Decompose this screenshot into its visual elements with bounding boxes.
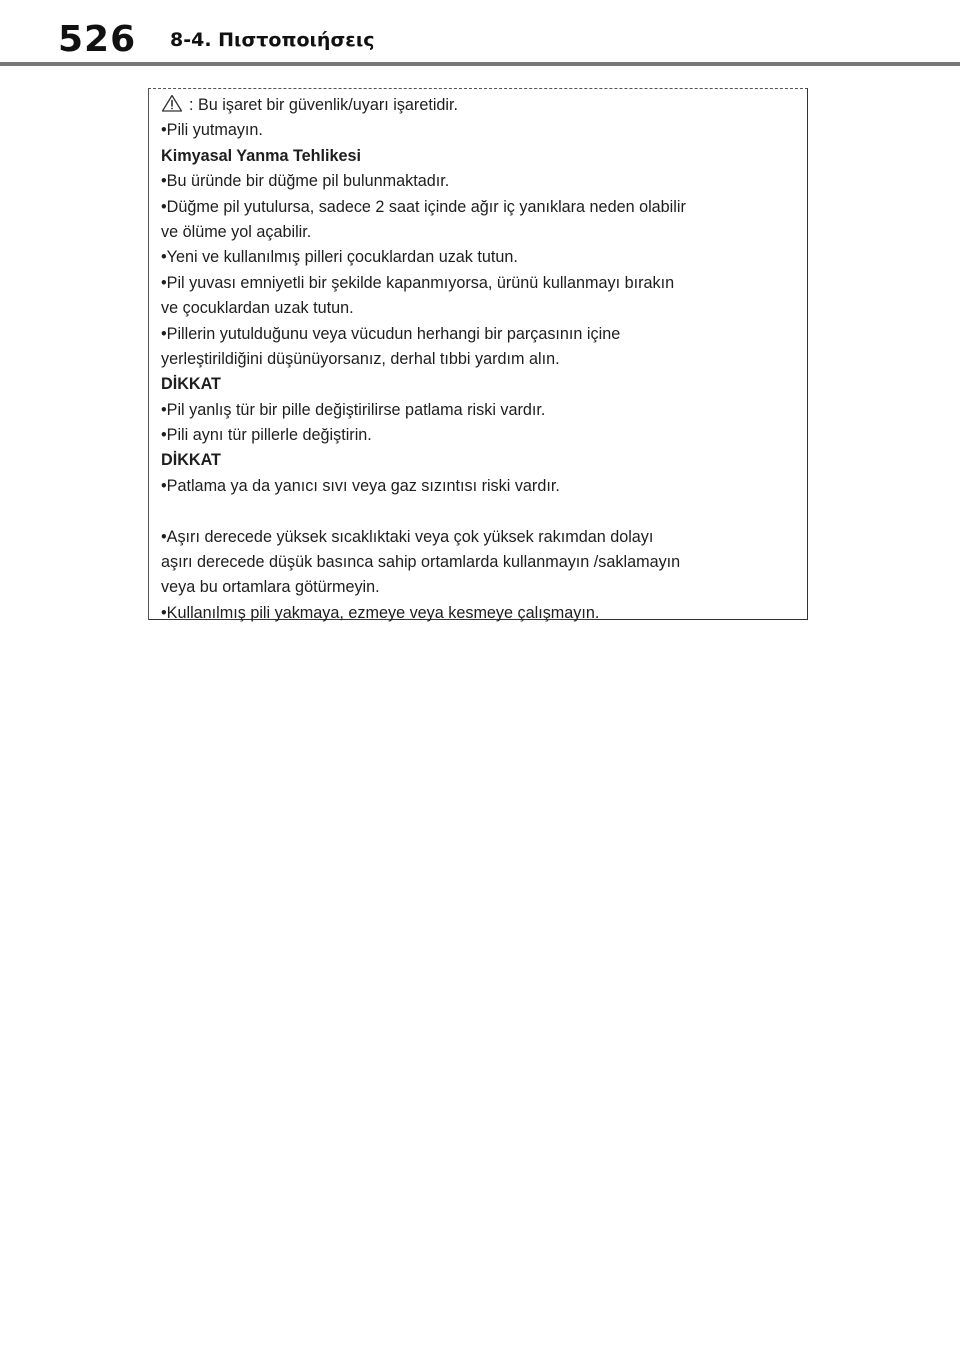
notice-line-text: •Pili aynı tür pillerle değiştirin. — [161, 426, 372, 445]
notice-heading — [161, 144, 801, 169]
header-divider — [0, 62, 960, 66]
notice-line — [161, 220, 801, 245]
notice-line-text: •Pili yutmayın. — [161, 121, 263, 140]
notice-line — [161, 296, 801, 321]
notice-line-text: •Pil yuvası emniyetli bir şekilde kapanmıyorsa, ürünü kullanmayı bırakın — [161, 273, 675, 292]
notice-line-text: DİKKAT — [161, 375, 221, 394]
notice-line-text: •Aşırı derecede yüksek sıcaklıktaki veya çok yüksek rakımdan dolayı — [161, 527, 654, 546]
page-header — [0, 0, 960, 66]
notice-line-text: •Pillerin yutulduğunu veya vücudun herhangi bir parçasının içine — [161, 324, 621, 343]
notice-line — [161, 245, 801, 270]
notice-line-text: •Bu üründe bir düğme pil bulunmaktadır. — [161, 172, 450, 191]
notice-line-text: aşırı derecede düşük basınca sahip ortamlarda kullanmayın /saklamayın — [161, 553, 681, 572]
notice-line-text: Kimyasal Yanma Tehlikesi — [161, 146, 362, 165]
notice-heading — [161, 372, 801, 397]
notice-line-text: •Pil yanlış tür bir pille değiştirilirse patlama riski vardır. — [161, 400, 546, 419]
notice-line — [161, 322, 801, 347]
notice-line — [161, 525, 801, 550]
notice-line — [161, 550, 801, 575]
notice-line — [161, 474, 801, 499]
notice-line-text: : Bu işaret bir güvenlik/uyarı işaretidir. — [189, 96, 459, 114]
notice-line-text: yerleştirildiğini düşünüyorsanız, derhal tıbbi yardım alın. — [161, 349, 560, 368]
notice-heading — [161, 448, 801, 473]
notice-line — [161, 347, 801, 372]
notice-line-text: ve çocuklardan uzak tutun. — [161, 299, 354, 318]
page-number: 526 — [58, 19, 137, 60]
warning-triangle-icon — [161, 94, 183, 112]
notice-text — [161, 93, 801, 626]
notice-line-text: •Patlama ya da yanıcı sıvı veya gaz sızıntısı riski vardır. — [161, 476, 560, 495]
section-title: 8-4. Πιστοποιήσεις — [170, 29, 375, 51]
notice-line — [161, 423, 801, 448]
notice-line-text: ve ölüme yol açabilir. — [161, 222, 312, 241]
notice-line-text: veya bu ortamlara götürmeyin. — [161, 578, 380, 597]
notice-line — [161, 118, 801, 143]
notice-line-text: •Kullanılmış pili yakmaya, ezmeye veya kesmeye çalışmayın. — [161, 603, 600, 622]
notice-line-text: •Yeni ve kullanılmış pilleri çocuklardan uzak tutun. — [161, 248, 518, 267]
notice-line — [161, 93, 801, 118]
notice-line — [161, 575, 801, 600]
notice-spacer — [161, 499, 801, 524]
battery-warning-notice — [148, 88, 808, 620]
notice-line-text: DİKKAT — [161, 451, 221, 470]
notice-line — [161, 271, 801, 296]
notice-line — [161, 169, 801, 194]
notice-line — [161, 601, 801, 626]
notice-line — [161, 398, 801, 423]
notice-line — [161, 195, 801, 220]
notice-line-text: •Düğme pil yutulursa, sadece 2 saat içinde ağır iç yanıklara neden olabilir — [161, 197, 686, 216]
